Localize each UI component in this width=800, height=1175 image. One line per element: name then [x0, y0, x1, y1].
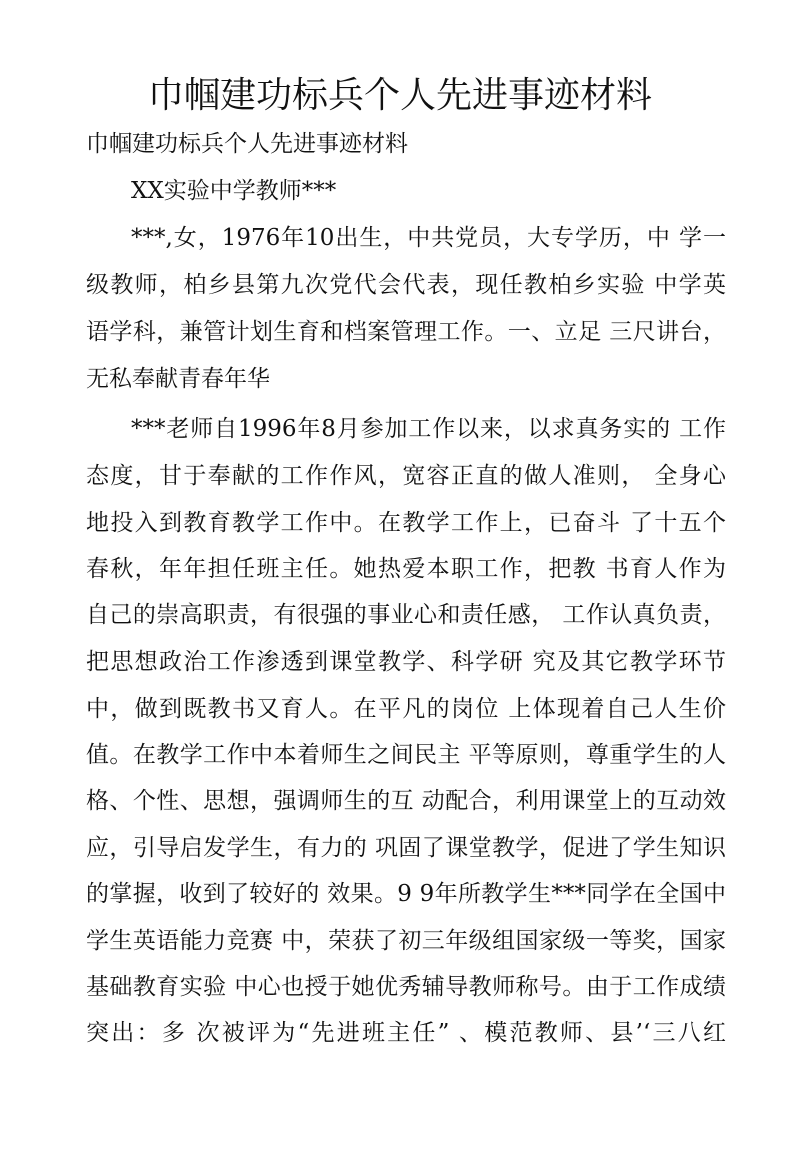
- paragraph1-line: 语学科，兼管计划生育和档案管理工作。一、立足 三尺讲台，: [86, 319, 726, 345]
- paragraph2-line: 自己的崇高职责，有很强的事业心和责任感， 工作认真负责，: [86, 602, 726, 628]
- paragraph2-line: ***老师自1996年8月参加工作以来，以求真务实的 工作: [131, 416, 726, 442]
- paragraph2-line: 地投入到教育教学工作中。在教学工作上，已奋斗 了十五个: [86, 510, 726, 536]
- paragraph2-line: 值。在教学工作中本着师生之间民主 平等原则，尊重学生的人: [86, 742, 726, 768]
- paragraph2-line: 春秋，年年担任班主任。她热爱本职工作，把教 书育人作为: [86, 556, 726, 582]
- paragraph2-line: 基础教育实验 中心也授于她优秀辅导教师称号。由于工作成绩: [86, 974, 726, 1000]
- paragraph2-line: 突出：多 次被评为“先进班主任” 、模范教师、县’‘三八红: [86, 1020, 726, 1046]
- paragraph1-line: 无私奉献青春年华: [86, 366, 270, 392]
- paragraph2-line: 格、个性、思想，强调师生的互 动配合，利用课堂上的互动效: [86, 788, 726, 814]
- document-subtitle: 巾帼建功标兵个人先进事迹材料: [86, 131, 408, 157]
- paragraph2-line: 应，引导启发学生，有力的 巩固了课堂教学，促进了学生知识: [86, 835, 726, 861]
- paragraph2-line: 态度，甘于奉献的工作作风，宽容正直的做人准则， 全身心: [86, 463, 726, 489]
- document-title: 巾帼建功标兵个人先进事迹材料: [147, 75, 652, 116]
- paragraph2-line: 把思想政治工作渗透到课堂教学、科学研 究及其它教学环节: [86, 649, 726, 675]
- paragraph2-line: 学生英语能力竞赛 中，荣获了初三年级组国家级一等奖，国家: [86, 928, 726, 954]
- paragraph1-line: 级教师，柏乡县第九次党代会代表，现任教柏乡实验 中学英: [86, 272, 726, 298]
- paragraph2-line: 的掌握，收到了较好的 效果。9 9年所教学生***同学在全国中: [86, 881, 726, 907]
- author-line: XX实验中学教师***: [131, 178, 337, 204]
- paragraph1-line: ***,女，1976年10出生，中共党员，大专学历，中 学一: [131, 225, 726, 251]
- paragraph2-line: 中，做到既教书又育人。在平凡的岗位 上体现着自己人生价: [86, 696, 726, 722]
